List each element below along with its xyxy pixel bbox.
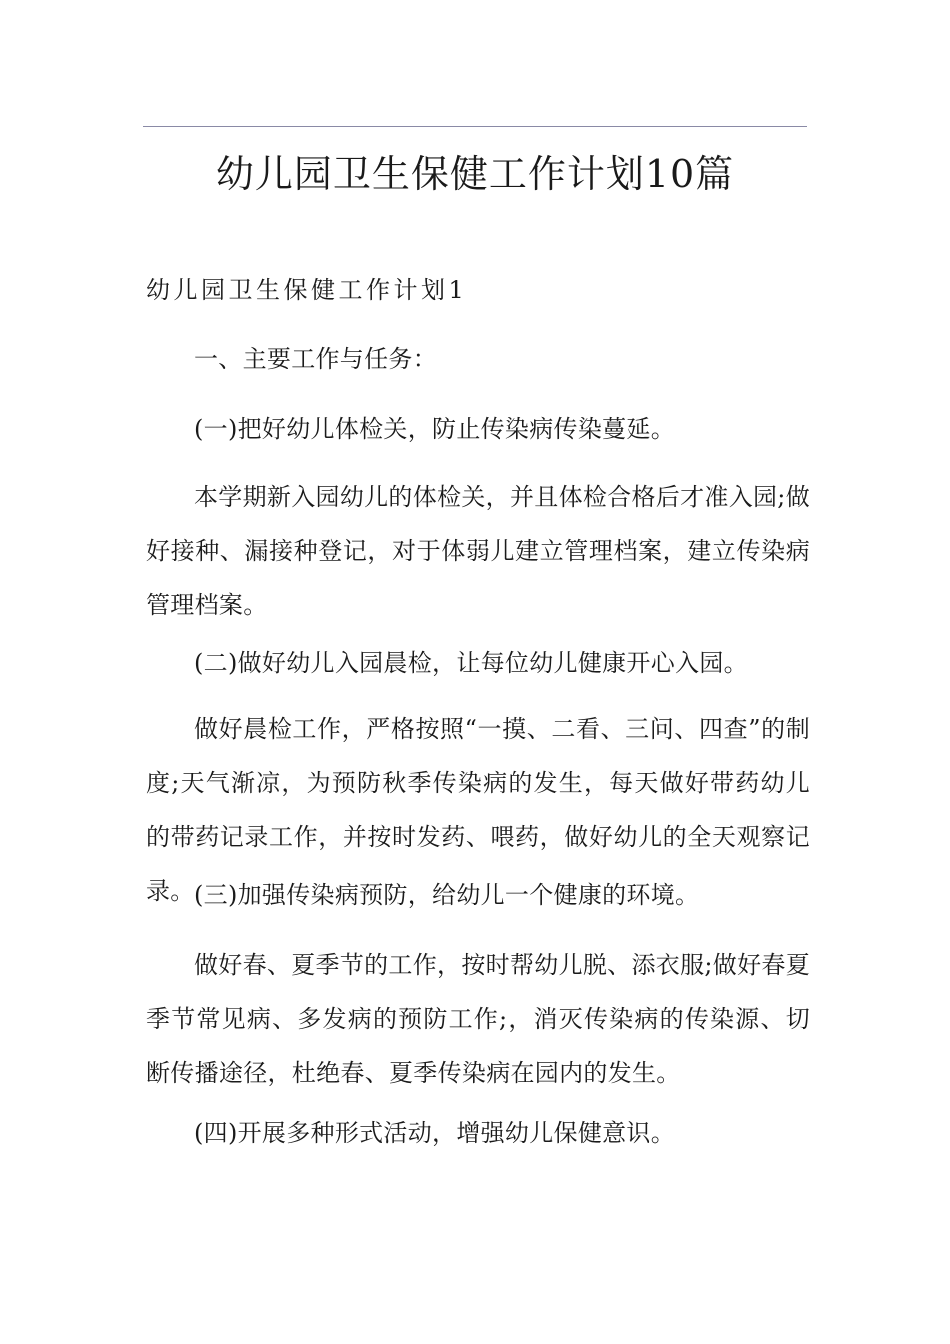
document-title: 幼儿园卫生保健工作计划10篇 [215,152,735,196]
paragraph-main-tasks: 一、主要工作与任务： [194,345,437,373]
paragraph-body-2: 做好晨检工作，严格按照“一摸、二看、三问、四查”的制度;天气渐凉，为预防秋季传染病的发生，每天做好带药幼儿的带药记录工作，并按时发药、喂药，做好幼儿的全天观察记录。 [146,715,810,905]
paragraph-subheading-3: (三)加强传染病预防，给幼儿一个健康的环境。 [194,881,700,909]
paragraph-body-1: 本学期新入园幼儿的体检关，并且体检合格后才准入园;做好接种、漏接种登记，对于体弱儿建立管理档案，建立传染病管理档案。 [146,483,810,619]
section-heading: 幼儿园卫生保健工作计划1 [146,276,468,304]
paragraph-subheading-2: (二)做好幼儿入园晨检，让每位幼儿健康开心入园。 [194,649,748,677]
paragraph-subheading-1: (一)把好幼儿体检关，防止传染病传染蔓延。 [194,415,676,443]
paragraph-subheading-4: (四)开展多种形式活动，增强幼儿保健意识。 [194,1119,676,1147]
paragraph-body-3: 做好春、夏季节的工作，按时帮幼儿脱、添衣服;做好春夏季节常见病、多发病的预防工作;，消灭传染病的传染源、切断传播途径，杜绝春、夏季传染病在园内的发生。 [146,951,810,1087]
header-rule [143,126,807,127]
